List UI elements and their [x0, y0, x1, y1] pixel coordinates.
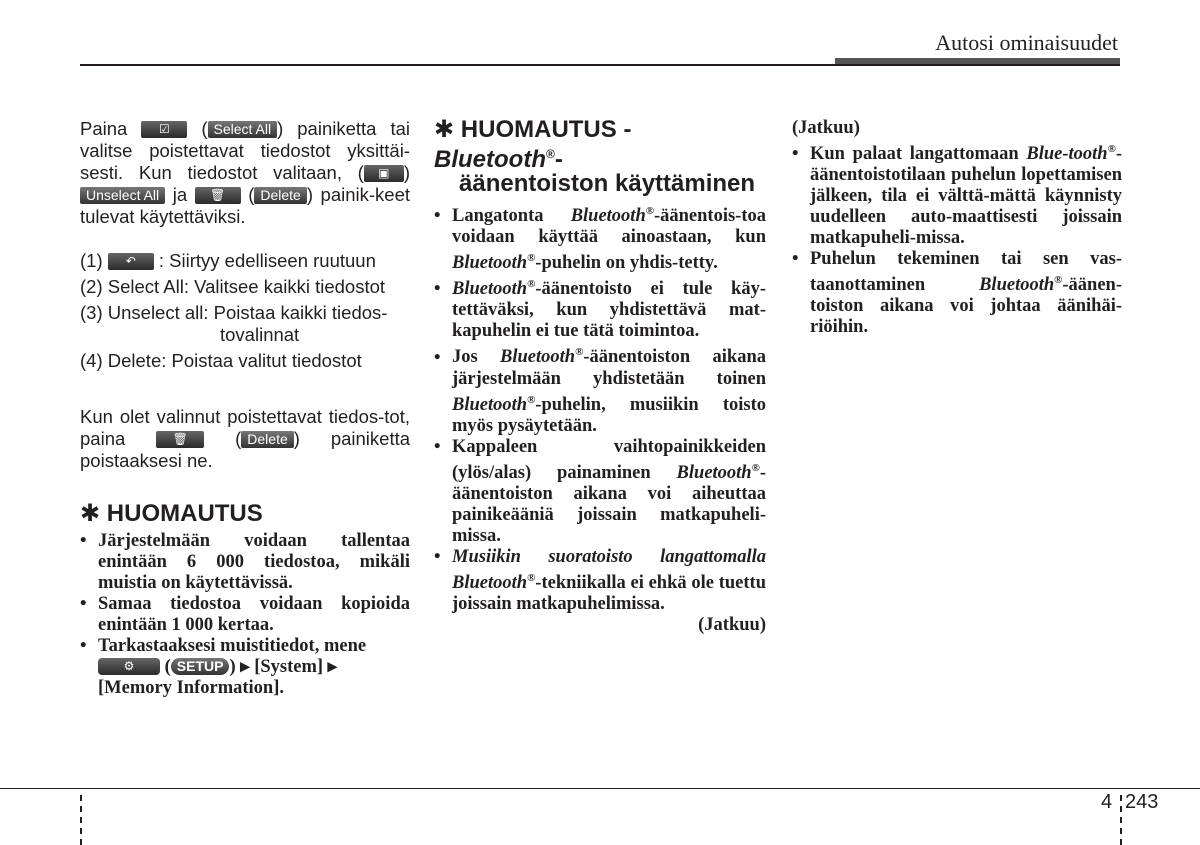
intro-paragraph: Paina ☑ ( Select All ) painiketta tai valitse poistettavat tiedostot yksittäi-sesti. Kun tiedostot valitaan, ( ▣ ) Unselect All ja 🗑 ( Delete ) painik-keet tulevat käytettäviksi. — [80, 118, 411, 227]
delete-button: Delete — [254, 187, 306, 204]
continued-label: (Jatkuu) — [792, 118, 860, 138]
list-item: (2) Select All: Valitsee kaikki tiedostot — [80, 276, 386, 297]
list-item: (1) ↶ : Siirtyy edelliseen ruutuun — [80, 250, 376, 271]
note-bullet: • Kappaleen vaihtopainikkeiden (ylös/alas) painaminen Bluetooth®-äänentoiston aikana voi aiheuttaa painikeääniä joissain matkapuheli-missa. — [434, 436, 766, 546]
footer-dash-left — [80, 795, 82, 845]
gear-icon: ⚙ — [98, 658, 160, 675]
chapter-number: 4 — [1101, 791, 1113, 813]
note-heading: ✱ HUOMAUTUS - Bluetooth®- äänentoiston käyttäminen — [434, 116, 756, 197]
running-header: Autosi ominaisuudet — [935, 30, 1118, 55]
column-2 — [434, 118, 766, 636]
arrow-right-icon: ▸ — [240, 657, 250, 677]
note-bullet: • Langatonta Bluetooth®-äänentois-toa voidaan käyttää ainoastaan, kun Bluetooth®-puhelin on yhdis-tetty. — [434, 205, 766, 274]
asterisk-icon: ✱ — [434, 116, 455, 143]
footer-rule — [0, 788, 1200, 789]
column-3 — [792, 118, 1122, 338]
list-item: (3) Unselect all: Poistaa kaikki tiedos- — [80, 302, 388, 323]
arrow-right-icon: ▸ — [327, 657, 337, 677]
header-rule — [80, 64, 1120, 66]
note-bullet: • Samaa tiedostoa voidaan kopioida enintään 1 000 kertaa. — [80, 594, 410, 635]
trash-icon: 🗑 — [156, 431, 204, 448]
note-bullet: • Musiikin suoratoisto langattomalla Bluetooth®-tekniikalla ei ehkä ole tuettu joissain matkapuhelimissa. — [434, 546, 766, 615]
footer-dash-right — [1120, 795, 1122, 845]
note-heading: ✱ HUOMAUTUS — [80, 500, 263, 527]
select-all-button: Select All — [208, 121, 278, 138]
note-bullet: • Jos Bluetooth®-äänentoiston aikana järjestelmään yhdistetään toinen Bluetooth®-puhelin, musiikin toisto myös pysäytetään. — [434, 346, 766, 436]
note-bullet: • Bluetooth®-äänentoisto ei tule käy-tettäväksi, kun yhdistettävä mat-kapuhelin ei tue tätä toimintoa. — [434, 278, 766, 342]
note-bullet: • Järjestelmään voidaan tallentaa enintään 6 000 tiedostoa, mikäli muistia on käytettävissä. — [80, 531, 410, 593]
asterisk-icon: ✱ — [80, 500, 101, 527]
delete-button: Delete — [241, 431, 293, 448]
page-number: 243 — [1125, 791, 1159, 813]
list-item: (4) Delete: Poistaa valitut tiedostot — [80, 350, 362, 371]
after-paragraph: Kun olet valinnut poistettavat tiedos-tot, paina 🗑 ( Delete ) painiketta poistaaksesi ne. — [80, 406, 411, 471]
back-icon: ↶ — [108, 253, 154, 270]
file-stack-icon: ▣ — [364, 165, 404, 182]
list-item-continuation: tovalinnat — [220, 324, 300, 345]
continued-label: (Jatkuu) — [698, 615, 766, 636]
checklist-icon: ☑ — [141, 121, 187, 138]
note-bullet: • Tarkastaaksesi muistitiedot, mene ⚙ ( SETUP ) ▸ [System] ▸ [Memory Information]. — [80, 636, 367, 698]
setup-button: SETUP — [171, 658, 230, 675]
note-bullet: • Puhelun tekeminen tai sen vas-taanottaminen Bluetooth®-äänen-toiston aikana voi johtaa äänihäi-riöihin. — [792, 249, 1122, 338]
note-bullet: • Kun palaat langattomaan Blue-tooth®-äänentoistotilaan puhelun lopettamisen jälkeen, tila ei välttä-mättä käynnisty uudelleen auto-maattisesti joissain matkapuheli-missa. — [792, 143, 1122, 249]
trash-icon: 🗑 — [195, 187, 241, 204]
unselect-all-button: Unselect All — [80, 187, 165, 204]
column-1 — [80, 118, 410, 699]
